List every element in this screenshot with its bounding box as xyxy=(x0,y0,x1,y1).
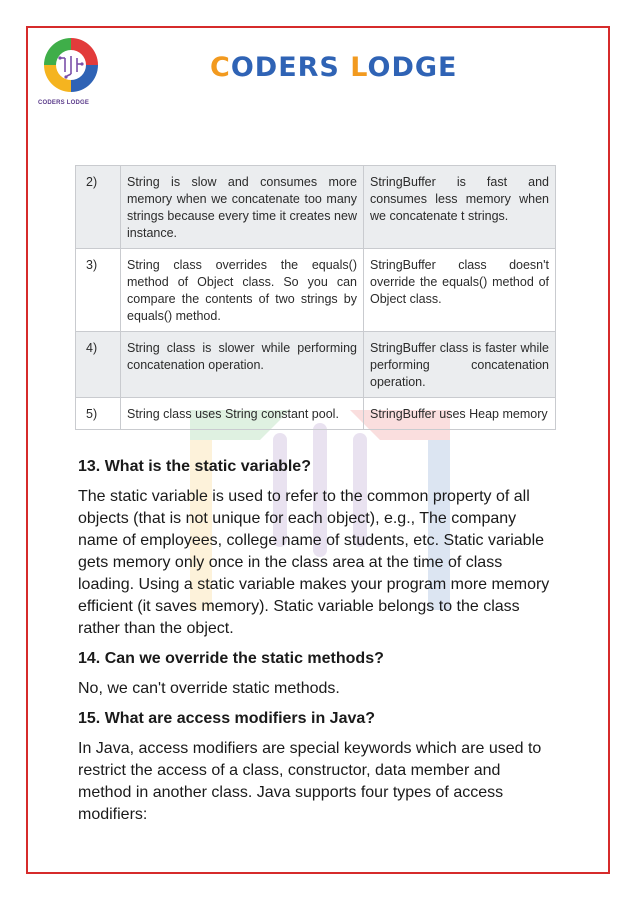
row-number: 2) xyxy=(76,166,121,249)
section-body-override-static: No, we can't override static methods. xyxy=(78,680,340,697)
section-body-static-variable: The static variable is used to refer to the common property of all objects (that is not unique for each object), e.g., The company name of employees, college name of students, etc. Static variable gets memory only once in the class area at the time of class loading. Using a static variable makes your program more memory efficient (it saves memory). Static variable belongs to the class rather than the object. xyxy=(78,488,550,637)
section-body-access-modifiers: In Java, access modifiers are special keywords which are used to restrict the access of a class, constructor, data member and method in another class. Java supports four types of access modifiers: xyxy=(78,740,542,823)
string-cell: String class overrides the equals() method of Object class. So you can compare the contents of two strings by equals() method. xyxy=(121,249,364,332)
string-cell: String is slow and consumes more memory when we concatenate too many strings because every time it creates new instance. xyxy=(121,166,364,249)
table-row xyxy=(76,332,556,398)
brand-title xyxy=(210,52,458,83)
row-number: 3) xyxy=(76,249,121,332)
section-heading-static-variable: 13. What is the static variable? xyxy=(78,458,311,475)
brand-word-1-rest: ODERS xyxy=(230,52,340,83)
logo-caption: CODERS LODGE xyxy=(38,100,90,106)
string-vs-stringbuffer-table xyxy=(75,165,556,430)
brand-initial-l: L xyxy=(350,52,368,83)
stringbuffer-cell: StringBuffer uses Heap memory xyxy=(364,398,556,430)
table-row xyxy=(76,249,556,332)
table-row xyxy=(76,398,556,430)
stringbuffer-cell: StringBuffer class is faster while performing concatenation operation. xyxy=(364,332,556,398)
main-content xyxy=(78,456,558,834)
section-heading-access-modifiers: 15. What are access modifiers in Java? xyxy=(78,710,376,727)
row-number: 4) xyxy=(76,332,121,398)
coders-lodge-logo-icon xyxy=(40,34,102,96)
row-number: 5) xyxy=(76,398,121,430)
string-cell: String class is slower while performing concatenation operation. xyxy=(121,332,364,398)
brand-initial-c: C xyxy=(210,52,231,83)
stringbuffer-cell: StringBuffer class doesn't override the equals() method of Object class. xyxy=(364,249,556,332)
stringbuffer-cell: StringBuffer is fast and consumes less memory when we concatenate t strings. xyxy=(364,166,556,249)
brand-word-2-rest: ODGE xyxy=(367,52,458,83)
section-heading-override-static: 14. Can we override the static methods? xyxy=(78,650,384,667)
table-row xyxy=(76,166,556,249)
string-cell: String class uses String constant pool. xyxy=(121,398,364,430)
